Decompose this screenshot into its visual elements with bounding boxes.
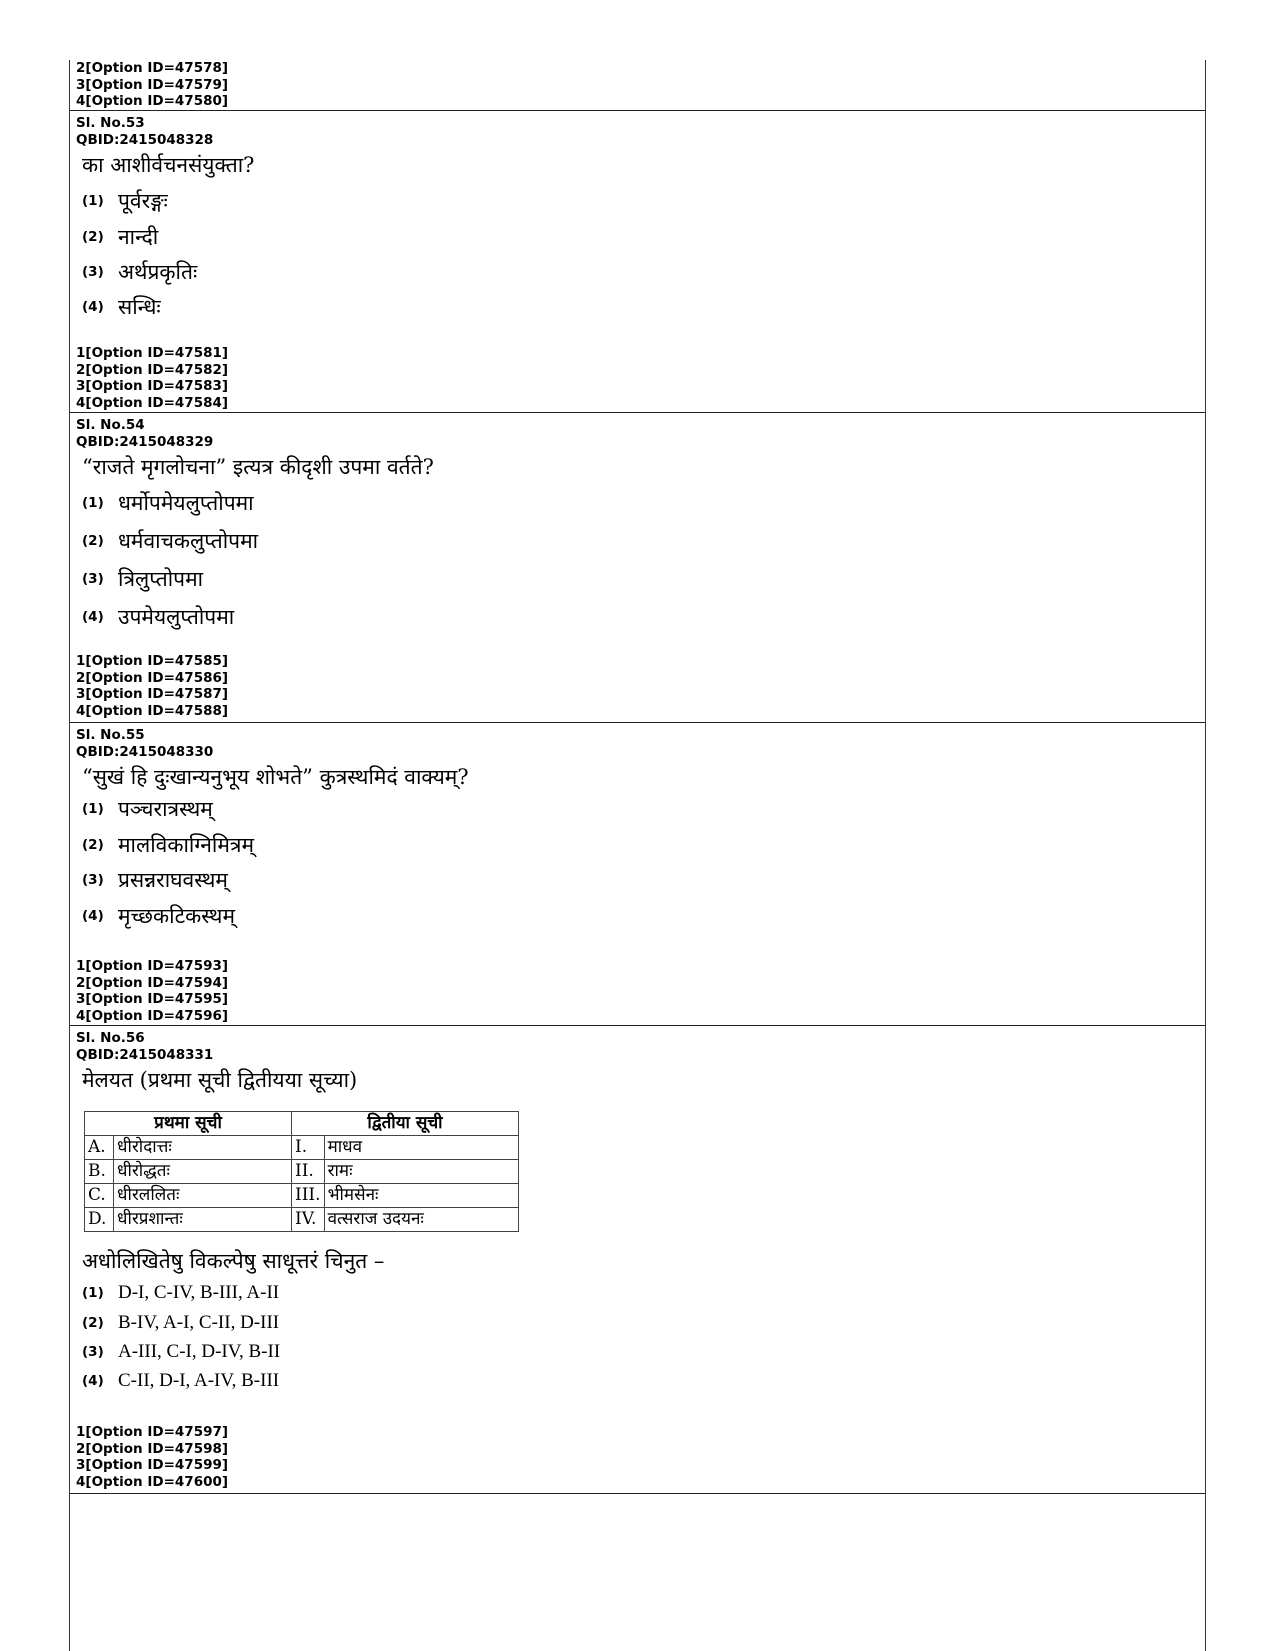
option-id: 3[Option ID=47587] [76,686,229,702]
option-number: (3) [82,571,104,587]
question-text: मेलयत (प्रथमा सूची द्वितीयया सूच्या) [82,1068,358,1092]
option-id: 2[Option ID=47594] [76,974,229,991]
previous-question-option-ids [70,60,1205,110]
option-id: 2[Option ID=47586] [76,669,229,686]
match-table [84,1111,519,1232]
option-2 [70,1308,1205,1337]
option-id: 3[Option ID=47595] [76,991,229,1007]
left-item: धीरललितः [114,1184,292,1208]
right-item: भीमसेनः [324,1184,518,1208]
option-number: (3) [82,263,104,280]
option-number: (2) [82,1314,104,1331]
option-id: 3[Option ID=47599] [76,1457,229,1473]
option-2 [70,826,1205,863]
table-row [85,1208,519,1232]
option-text: सन्धिः [118,294,161,319]
qbid: QBID:2415048331 [76,1046,214,1063]
option-number: (3) [82,1343,104,1360]
instruction-text: अधोलिखितेषु विकल्पेषु साधूत्तरं चिनुत – [82,1249,385,1273]
option-4 [70,897,1205,935]
option-4 [70,1366,1205,1395]
option-number: (1) [82,801,104,817]
option-id: 4[Option ID=47584] [76,394,229,411]
option-id: 2[Option ID=47578] [76,60,229,76]
option-id: 1[Option ID=47581] [76,345,229,361]
option-number: (1) [82,495,104,511]
table-row [85,1136,519,1160]
option-1 [70,182,1205,219]
option-text: धर्मोपमेयलुप्तोपमा [118,491,254,515]
serial-number: Sl. No.56 [76,1030,145,1046]
table-header-right: द्वितीया सूची [292,1112,519,1136]
option-3 [70,863,1205,897]
option-id: 3[Option ID=47579] [76,76,229,93]
left-item: धीरोदात्तः [114,1136,292,1160]
option-id: 4[Option ID=47600] [76,1473,229,1490]
left-item: धीरोद्धतः [114,1160,292,1184]
option-1 [70,484,1205,522]
left-label: A. [85,1136,114,1160]
bottom-divider [70,1493,1205,1494]
qbid: QBID:2415048330 [76,743,214,760]
right-item: माधव [324,1136,518,1160]
option-ids [70,345,228,411]
serial-number: Sl. No.55 [76,727,145,743]
question-text: का आशीर्वचनसंयुक्ता? [82,153,255,177]
option-id: 3[Option ID=47583] [76,378,229,394]
option-id: 1[Option ID=47585] [76,653,229,669]
option-text: नान्दी [118,224,159,249]
qbid: QBID:2415048329 [76,433,214,450]
question-paper-frame [69,60,1206,1651]
option-2 [70,219,1205,254]
option-text: D-I, C-IV, B-III, A-II [118,1282,280,1303]
option-3 [70,560,1205,598]
option-1 [70,1278,1205,1308]
right-label: III. [292,1184,325,1208]
table-row [85,1184,519,1208]
option-text: पूर्वरङ्गः [118,188,168,213]
option-ids [70,1424,228,1490]
left-label: B. [85,1160,114,1184]
right-label: II. [292,1160,325,1184]
right-label: I. [292,1136,325,1160]
right-item: वत्सराज उदयनः [324,1208,518,1232]
option-id: 1[Option ID=47597] [76,1424,229,1440]
option-number: (1) [82,1285,104,1301]
option-4 [70,289,1205,324]
option-text: अर्थप्रकृतिः [118,259,198,284]
option-text: C-II, D-I, A-IV, B-III [118,1369,280,1391]
option-id: 1[Option ID=47593] [76,958,229,974]
option-id: 4[Option ID=47588] [76,702,229,719]
option-3 [70,254,1205,289]
option-id: 4[Option ID=47580] [76,93,229,109]
question-text: “सुखं हि दुःखान्यनुभूय शोभते” कुत्रस्थमिदं वाक्यम्? [82,765,469,789]
question-block-53 [70,110,1205,413]
option-text: मृच्छकटिकस्थम् [118,904,236,928]
left-label: D. [85,1208,114,1232]
right-label: IV. [292,1208,325,1232]
option-1 [70,792,1205,826]
option-text: उपमेयलुप्तोपमा [118,605,235,629]
option-text: मालविकाग्निमित्रम् [118,832,255,857]
option-number: (1) [82,192,104,209]
option-number: (2) [82,228,104,245]
option-number: (4) [82,298,104,315]
right-item: रामः [324,1160,518,1184]
option-id: 2[Option ID=47582] [76,361,229,378]
option-2 [70,522,1205,560]
table-row [85,1160,519,1184]
table-header-left: प्रथमा सूची [85,1112,292,1136]
question-block-55 [70,722,1205,1026]
option-4 [70,598,1205,636]
question-text: “राजते मृगलोचना” इत्यत्र कीदृशी उपमा वर्तते? [82,455,434,479]
option-number: (4) [82,908,104,924]
question-block-54 [70,412,1205,721]
option-ids [70,958,228,1024]
option-number: (3) [82,872,104,888]
qbid: QBID:2415048328 [76,131,214,148]
table-header-row [85,1112,519,1136]
option-id: 4[Option ID=47596] [76,1007,229,1024]
option-text: पञ्चरात्रस्थम् [118,797,213,821]
serial-number: Sl. No.54 [76,417,145,433]
option-number: (4) [82,609,104,625]
option-text: त्रिलुप्तोपमा [118,567,204,591]
option-number: (2) [82,836,104,853]
option-number: (2) [82,533,104,549]
left-item: धीरप्रशान्तः [114,1208,292,1232]
left-label: C. [85,1184,114,1208]
option-number: (4) [82,1372,104,1389]
option-text: A-III, C-I, D-IV, B-II [118,1340,281,1362]
option-text: प्रसन्नराघवस्थम् [118,868,228,892]
serial-number: Sl. No.53 [76,115,145,131]
option-3 [70,1337,1205,1366]
option-text: B-IV, A-I, C-II, D-III [118,1311,280,1333]
option-text: धर्मवाचकलुप्तोपमा [118,529,259,553]
option-ids [70,653,228,719]
question-block-56 [70,1025,1205,1494]
option-id: 2[Option ID=47598] [76,1440,229,1457]
